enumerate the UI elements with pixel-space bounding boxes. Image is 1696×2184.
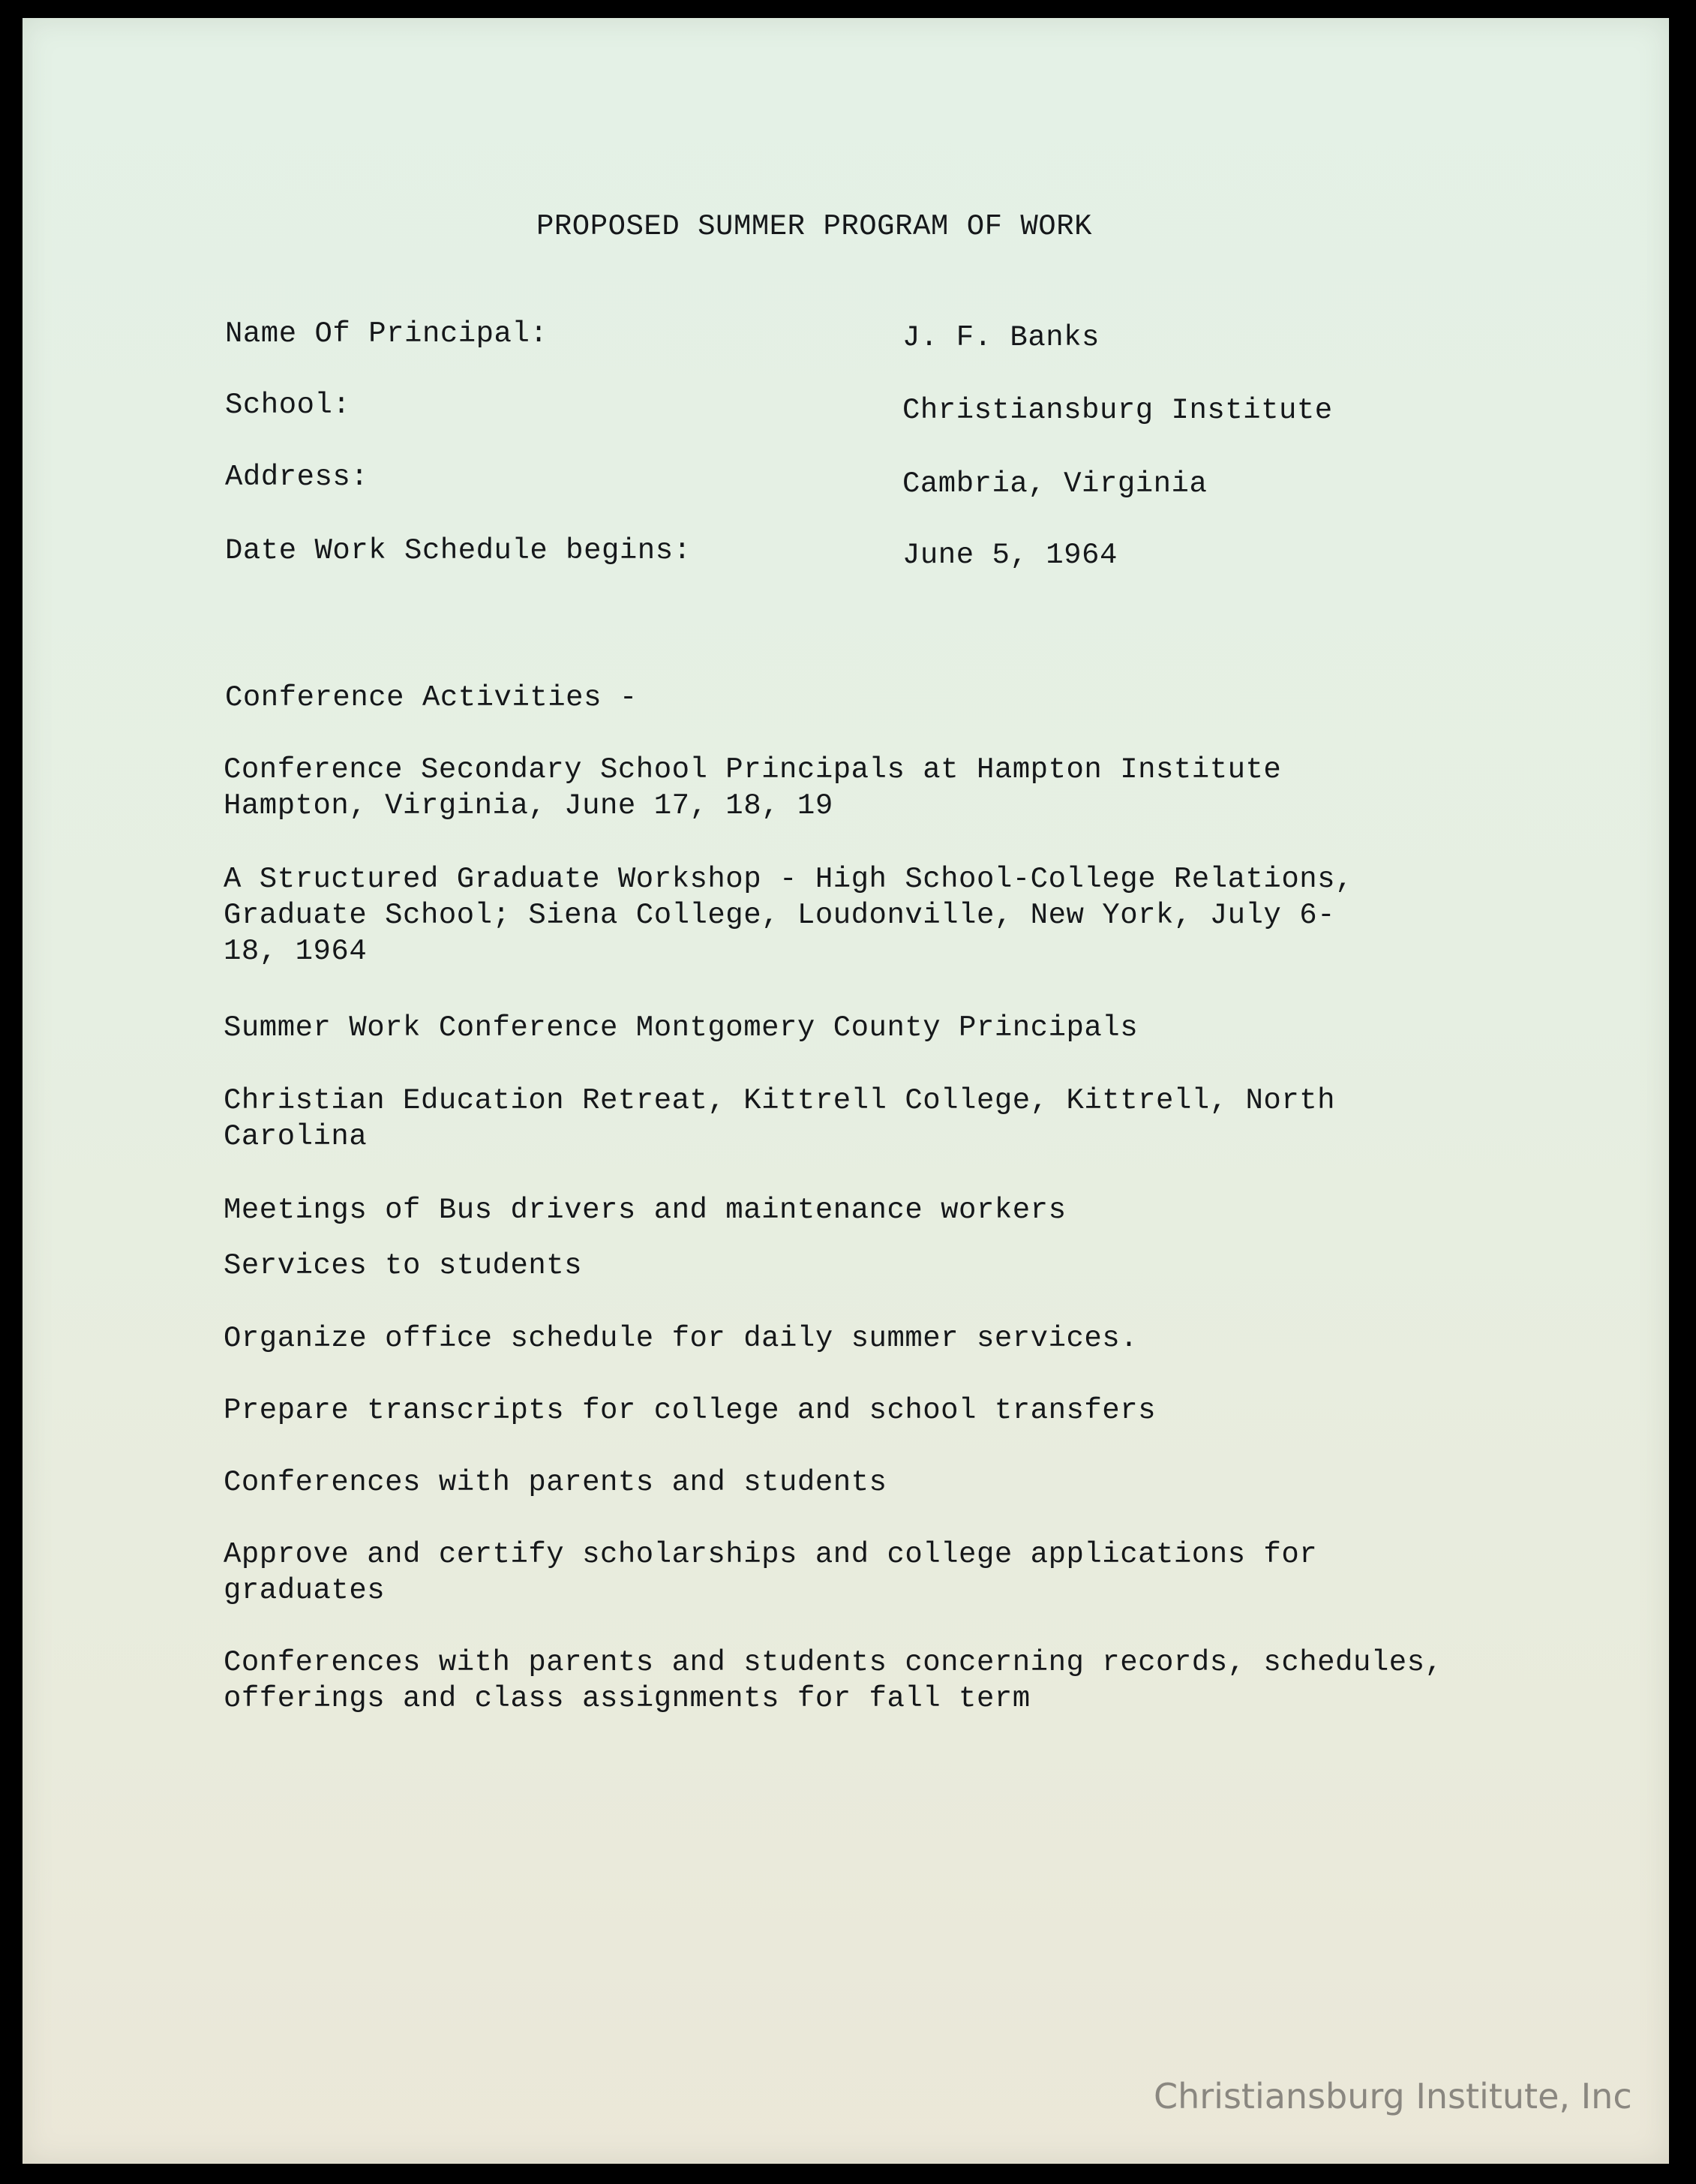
document-title: PROPOSED SUMMER PROGRAM OF WORK: [536, 210, 1093, 243]
field-value-principal: J. F. Banks: [902, 321, 1100, 354]
field-value-date: June 5, 1964: [902, 539, 1118, 572]
activity-item: Services to students: [224, 1249, 583, 1282]
activity-item: Christian Education Retreat, Kittrell College, Kittrell, North Carolina: [224, 1084, 1336, 1153]
field-label-school: School:: [225, 389, 351, 422]
activity-item: Organize office schedule for daily summer services.: [224, 1322, 1139, 1355]
activity-item: Conferences with parents and students concerning records, schedules, offerings and class assignments for fall term: [224, 1646, 1443, 1715]
activity-item: Conferences with parents and students: [224, 1466, 887, 1499]
field-label-date: Date Work Schedule begins:: [225, 534, 692, 567]
activity-item: Summer Work Conference Montgomery County Principals: [224, 1011, 1139, 1044]
field-label-address: Address:: [225, 461, 369, 494]
activity-item: Meetings of Bus drivers and maintenance workers: [224, 1194, 1067, 1227]
section-heading: Conference Activities -: [225, 681, 638, 714]
activity-item: Conference Secondary School Principals at Hampton Institute Hampton, Virginia, June 17, 18, 19: [224, 753, 1282, 822]
field-label-principal: Name Of Principal:: [225, 317, 548, 350]
activity-item: A Structured Graduate Workshop - High School-College Relations, Graduate School; Siena College, Loudonville, New York, July 6- 18, 1964: [224, 863, 1353, 968]
watermark-text: Christiansburg Institute, Inc: [1154, 2076, 1632, 2116]
field-value-address: Cambria, Virginia: [902, 467, 1208, 500]
activity-item: Prepare transcripts for college and school transfers: [224, 1394, 1156, 1427]
activity-item: Approve and certify scholarships and college applications for graduates: [224, 1538, 1318, 1607]
field-value-school: Christiansburg Institute: [902, 394, 1333, 427]
document-page: [23, 18, 1669, 2164]
